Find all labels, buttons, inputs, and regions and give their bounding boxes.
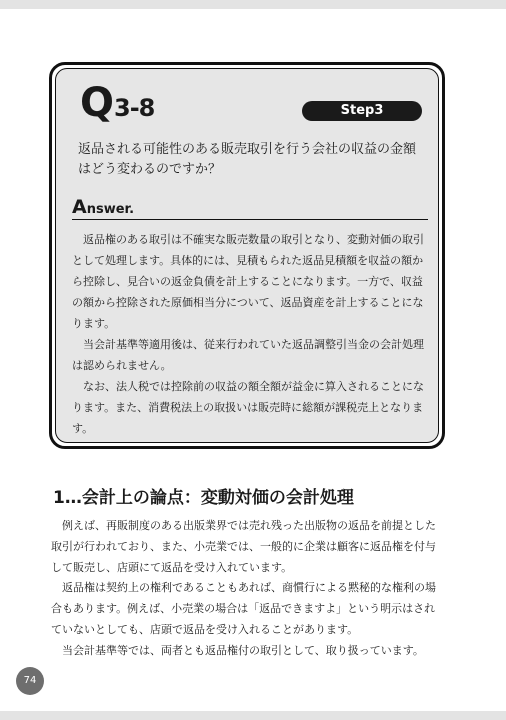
- section-paragraph: 返品権は契約上の権利であることもあれば、商慣行による黙秘的な権利の場合もあります。例えば、小売業の場合は「返品できますよ」という明示はされていないとしても、店頭で返品を受け入れることがあります。: [51, 581, 436, 636]
- step-badge: Step3: [302, 101, 422, 121]
- page-bottom-edge: [0, 711, 506, 720]
- answer-heading-rest: nswer.: [86, 202, 135, 217]
- qa-box: [49, 62, 445, 449]
- section-paragraph: 例えば、再販制度のある出版業界では売れ残った出版物の返品を前提とした取引が行われており、また、小売業では、一般的に企業は顧客に返品権を付与して販売し、店頭にて返品を受け入れています。: [51, 519, 436, 574]
- section-paragraph: 当会計基準等では、両者とも返品権付の取引として、取り扱っています。: [62, 643, 424, 657]
- qa-box-inner: [55, 68, 439, 443]
- section-title: 1…会計上の論点：変動対価の会計処理: [53, 488, 354, 508]
- section-body: [51, 516, 443, 662]
- question-letter: Q: [80, 80, 114, 126]
- answer-body: [72, 229, 428, 439]
- answer-paragraph: なお、法人税では控除前の収益の額全額が益金に算入されることになります。また、消費税法上の取扱いは販売時に総額が課税売上となります。: [72, 380, 424, 435]
- question-id: 3-8: [114, 94, 155, 122]
- answer-divider: [72, 219, 428, 220]
- answer-heading: [72, 198, 134, 217]
- page-top-edge: [0, 0, 506, 9]
- answer-paragraph: 返品権のある取引は不確実な販売数量の取引となり、変動対価の取引として処理します。具体的には、見積もられた返品見積額を収益の額から控除し、見合いの返金負債を計上することになります。一方で、収益の額から控除された原価相当分について、返品資産を計上することになります。: [72, 233, 424, 330]
- answer-paragraph: 当会計基準等適用後は、従来行われていた返品調整引当金の会計処理は認められません。: [72, 338, 424, 372]
- answer-heading-initial: A: [72, 196, 87, 218]
- page-number: 74: [16, 667, 44, 695]
- question-number: [80, 80, 155, 126]
- question-text: 返品される可能性のある販売取引を行う会社の収益の金額はどう変わるのですか？: [78, 142, 417, 177]
